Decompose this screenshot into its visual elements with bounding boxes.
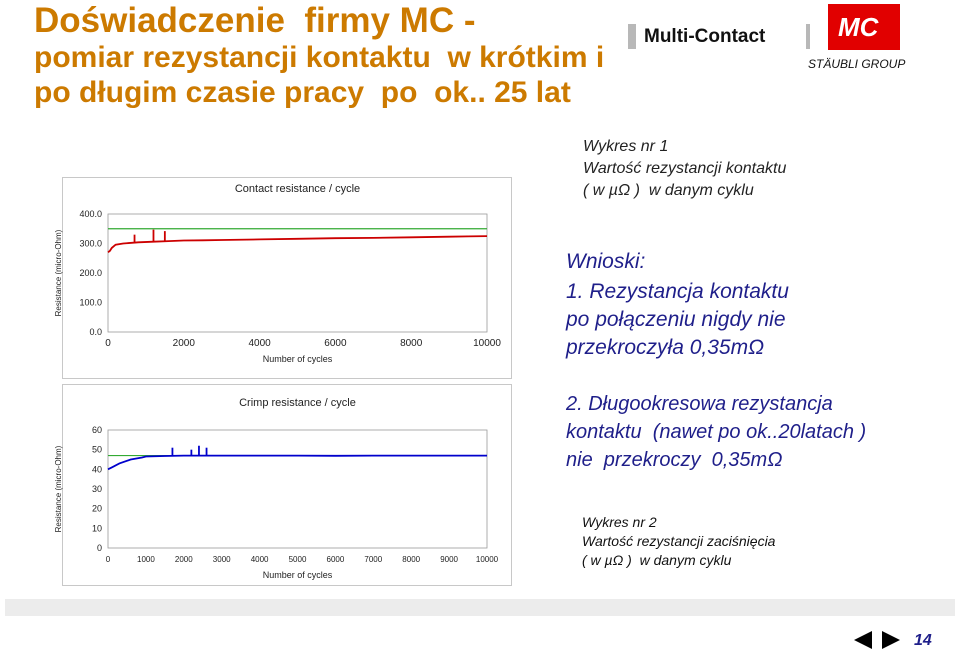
y-tick-label: 100.0 <box>79 297 102 308</box>
x-tick-label: 10000 <box>473 338 501 349</box>
chart-title: Contact resistance / cycle <box>234 183 361 195</box>
plot-area <box>108 430 487 548</box>
x-tick-label: 7000 <box>364 555 383 564</box>
caption2-line2: Wartość rezystancji zaciśnięcia <box>582 533 776 549</box>
x-axis-label: Number of cycles <box>262 354 333 364</box>
y-tick-label: 0 <box>96 543 102 553</box>
conclusions-heading: Wnioski: <box>566 250 646 273</box>
conclusion2-line1: 2. Długookresowa rezystancja <box>566 393 833 415</box>
x-tick-label: 0 <box>105 338 111 349</box>
y-tick-label: 200.0 <box>79 268 102 278</box>
x-tick-label: 2000 <box>174 555 193 564</box>
previous-arrow-icon[interactable] <box>854 631 872 649</box>
x-tick-label: 2000 <box>172 338 195 349</box>
y-tick-label: 300.0 <box>79 238 102 249</box>
logo-brand-box <box>636 20 806 52</box>
x-tick-label: 8000 <box>400 338 423 349</box>
logo-mark: MC <box>838 12 879 42</box>
y-tick-label: 60 <box>91 425 102 435</box>
y-tick-label: 40 <box>91 464 102 475</box>
contact-resistance-chart <box>54 177 512 379</box>
conclusion2-line2: kontaktu (nawet po ok..20latach ) <box>566 421 867 443</box>
conclusion1-line1: 1. Rezystancja kontaktu <box>566 280 789 303</box>
caption1-line3: ( w µΩ ) w danym cyklu <box>583 182 754 199</box>
y-tick-label: 400.0 <box>79 209 102 219</box>
x-tick-label: 4000 <box>250 555 269 564</box>
y-tick-label: 50 <box>91 444 102 455</box>
x-tick-label: 0 <box>105 555 111 564</box>
y-tick-label: 20 <box>91 503 102 514</box>
chart-title: Crimp resistance / cycle <box>239 397 356 409</box>
caption1-line2: Wartość rezystancji kontaktu <box>583 160 787 177</box>
title-line-3: po długim czasie pracy po ok.. 25 lat <box>34 76 571 109</box>
y-tick-label: 0.0 <box>89 327 102 337</box>
x-tick-label: 6000 <box>324 338 347 349</box>
y-axis-label: Resistance (micro-Ohm) <box>54 229 63 317</box>
x-tick-label: 5000 <box>288 555 307 564</box>
conclusion1-line3: przekroczyła 0,35mΩ <box>566 336 765 359</box>
y-axis-label: Resistance (micro-Ohm) <box>54 445 63 533</box>
footer-bar <box>5 599 955 616</box>
crimp-resistance-svg <box>54 385 511 585</box>
x-axis-label: Number of cycles <box>262 570 333 580</box>
contact-resistance-svg <box>54 178 511 378</box>
crimp-resistance-chart <box>54 384 512 586</box>
x-tick-label: 10000 <box>475 555 499 564</box>
series-line <box>108 456 487 470</box>
x-tick-label: 1000 <box>137 555 155 564</box>
y-tick-label: 30 <box>91 484 102 494</box>
multi-contact-logo <box>628 0 960 85</box>
x-tick-label: 9000 <box>440 555 458 564</box>
logo-brand: Multi-Contact <box>644 26 766 47</box>
x-tick-label: 4000 <box>248 338 271 349</box>
page-number: 14 <box>914 632 932 649</box>
x-tick-label: 3000 <box>212 555 231 564</box>
title-line-1: Doświadczenie firmy MC - <box>34 1 476 40</box>
caption2-line3: ( w µΩ ) w danym cyklu <box>582 552 732 568</box>
slide-title <box>34 2 654 110</box>
mc-mark-icon <box>828 4 900 50</box>
logo-group: STÄUBLI GROUP <box>808 57 906 71</box>
caption1-line1: Wykres nr 1 <box>583 138 669 155</box>
title-line-2: pomiar rezystancji kontaktu w krótkim i <box>34 41 605 74</box>
next-arrow-icon[interactable] <box>882 631 900 649</box>
conclusion2-line3: nie przekroczy 0,35mΩ <box>566 449 783 471</box>
x-tick-label: 8000 <box>402 555 421 564</box>
nav-arrows <box>852 630 902 650</box>
y-tick-label: 10 <box>91 523 102 534</box>
caption2-line1: Wykres nr 2 <box>582 514 657 530</box>
x-tick-label: 6000 <box>326 555 345 564</box>
conclusion1-line2: po połączeniu nigdy nie <box>566 308 786 331</box>
